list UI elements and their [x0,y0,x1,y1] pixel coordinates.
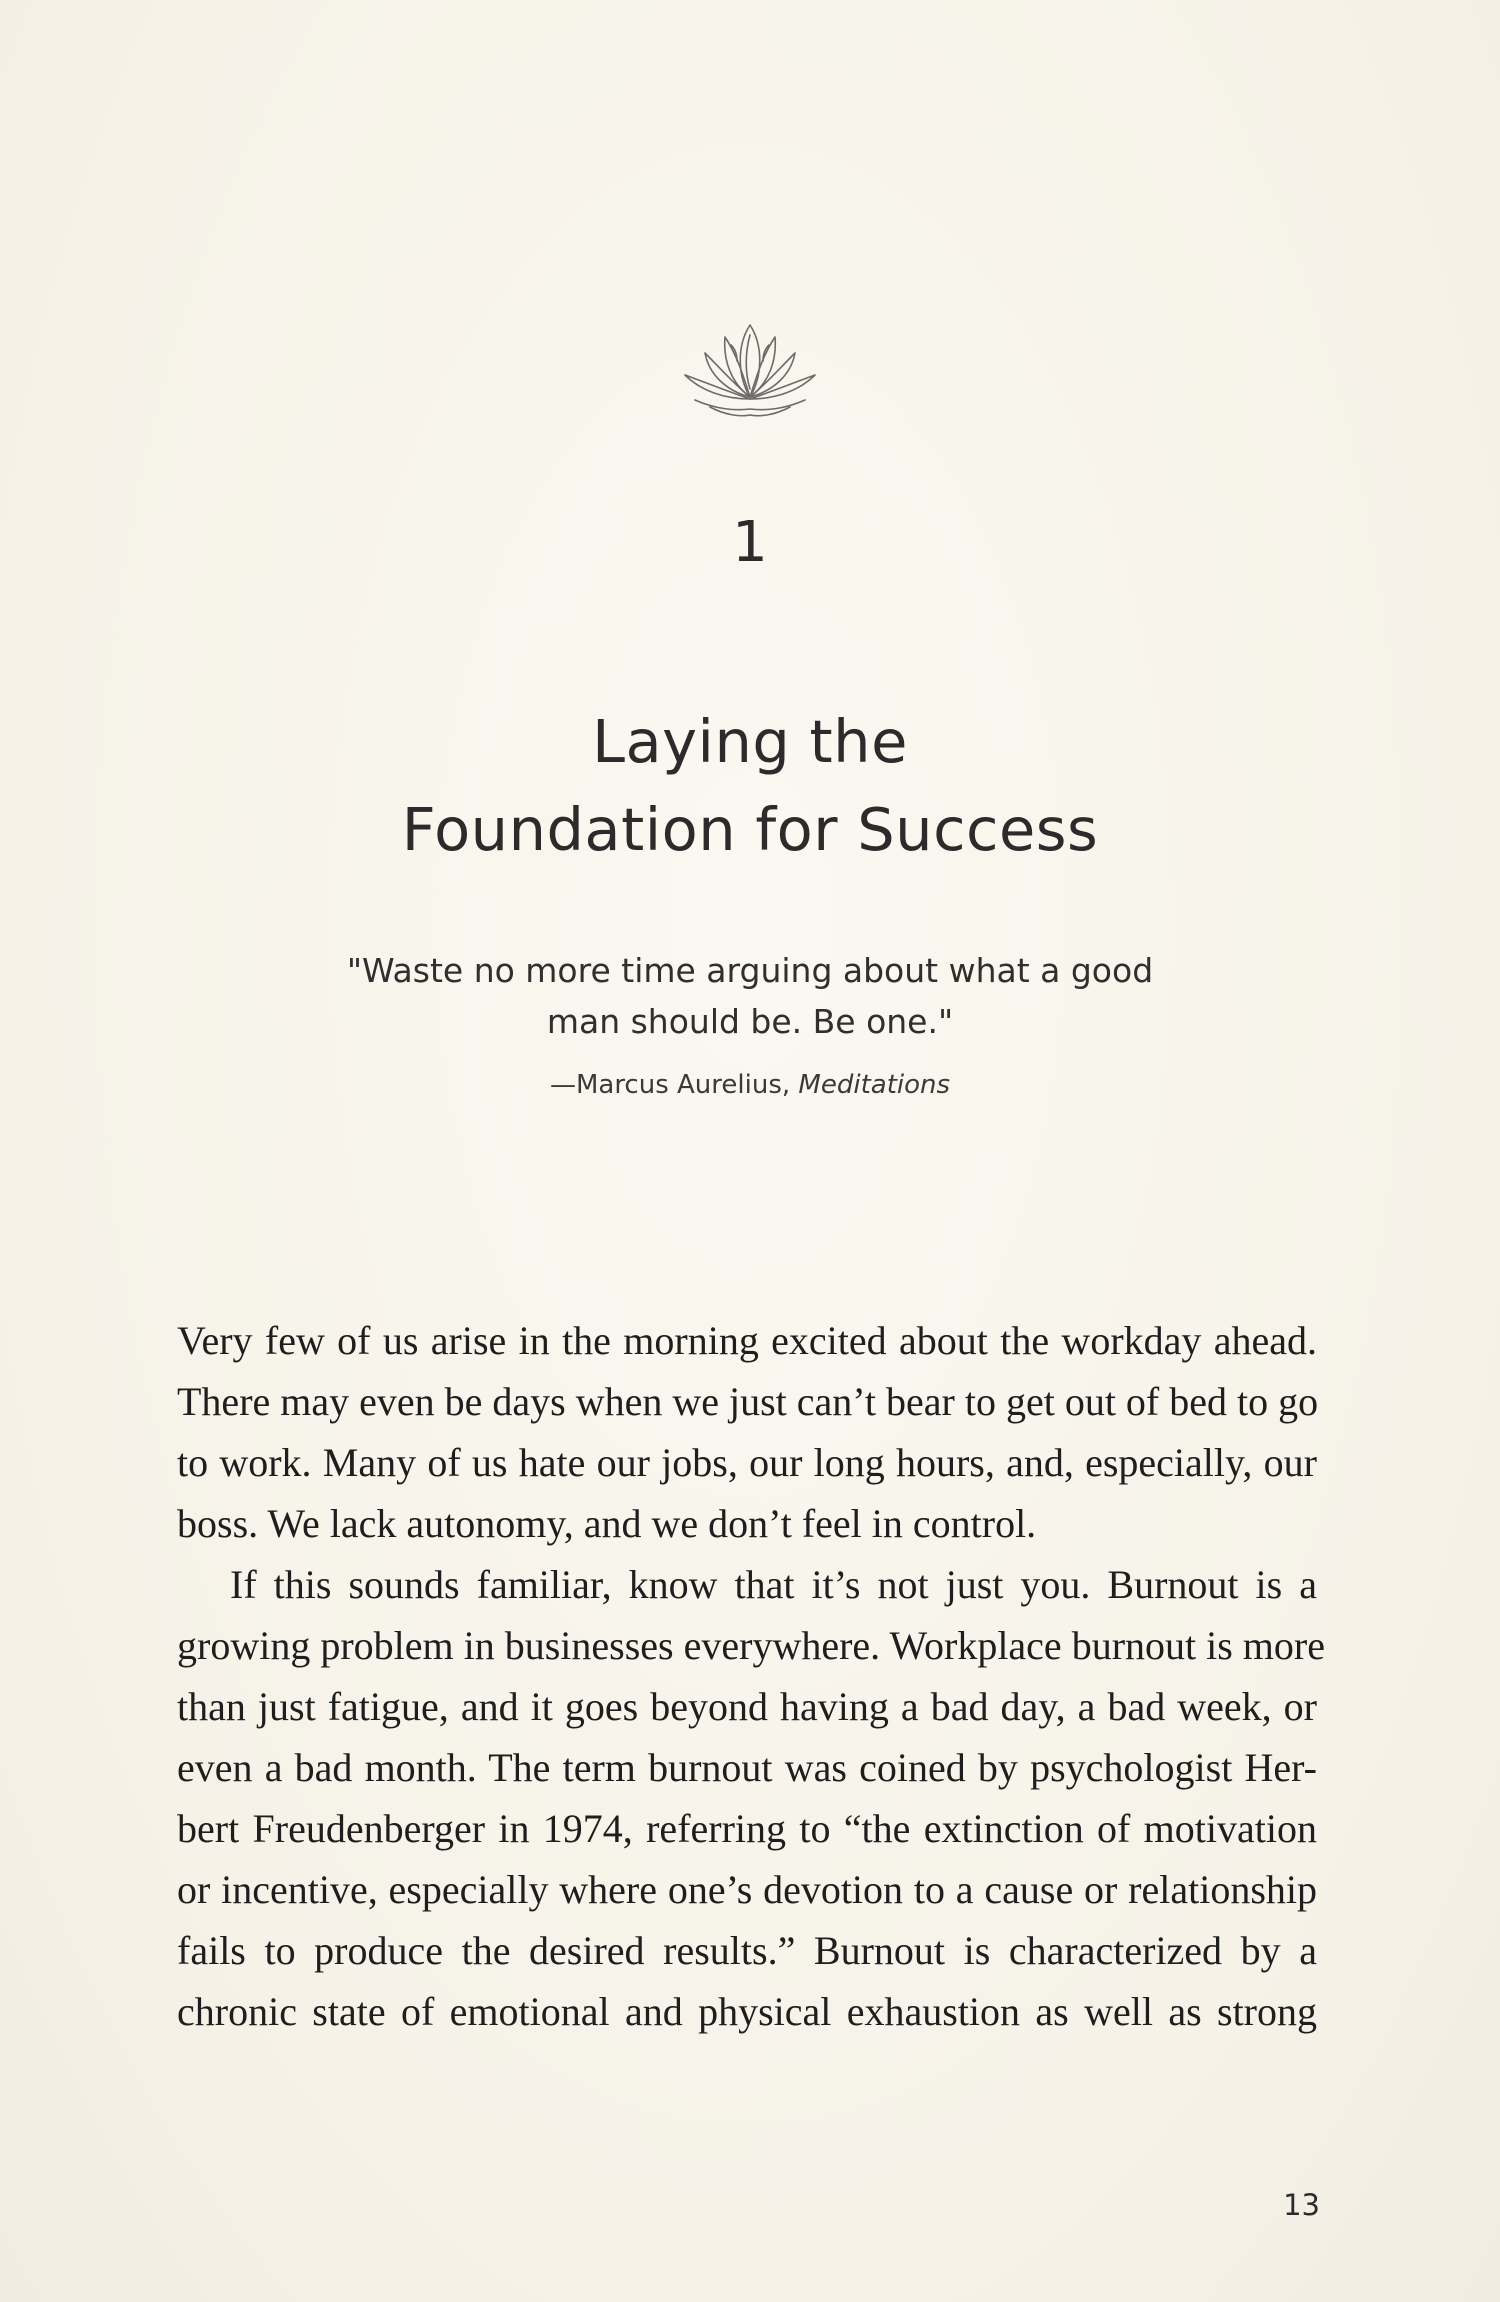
body-line: growing problem in businesses everywhere. Workplace burnout is more [177,1623,1325,1668]
epigraph-line: man should be. Be one." [546,1002,954,1041]
lotus-icon [665,305,835,425]
body-text [177,1310,1325,2042]
chapter-title-line: Foundation for Success [401,795,1099,864]
epigraph-quote [0,945,1500,1047]
body-line: Very few of us arise in the morning excited about the workday ahead. [177,1318,1317,1363]
body-line: bert Freudenberger in 1974, referring to “the extinction of motivation [177,1806,1317,1851]
chapter-title-line: Laying the [592,707,908,776]
body-line: There may even be days when we just can’t bear to get out of bed to go [177,1379,1319,1424]
chapter-number: 1 [732,510,768,575]
body-line: even a bad month. The term burnout was coined by psychologist Her- [177,1745,1317,1790]
attribution-author: —Marcus Aurelius, [549,1070,799,1100]
body-line: chronic state of emotional and physical exhaustion as well as strong [177,1989,1317,2034]
body-line: If this sounds familiar, know that it’s not just you. Burnout is a [230,1562,1317,1607]
attribution-work: Meditations [798,1070,951,1100]
body-line: or incentive, especially where one’s devotion to a cause or relationship [177,1867,1317,1912]
chapter-title [0,698,1500,874]
body-line: to work. Many of us hate our jobs, our long hours, and, especially, our [177,1440,1317,1485]
epigraph-line: "Waste no more time arguing about what a good [346,951,1154,990]
page-number: 13 [1283,2188,1320,2222]
body-line: fails to produce the desired results.” Burnout is characterized by a [177,1928,1317,1973]
body-line: than just fatigue, and it goes beyond having a bad day, a bad week, or [177,1684,1317,1729]
epigraph-attribution [0,1070,1500,1100]
body-line: boss. We lack autonomy, and we don’t feel in control. [177,1501,1037,1546]
